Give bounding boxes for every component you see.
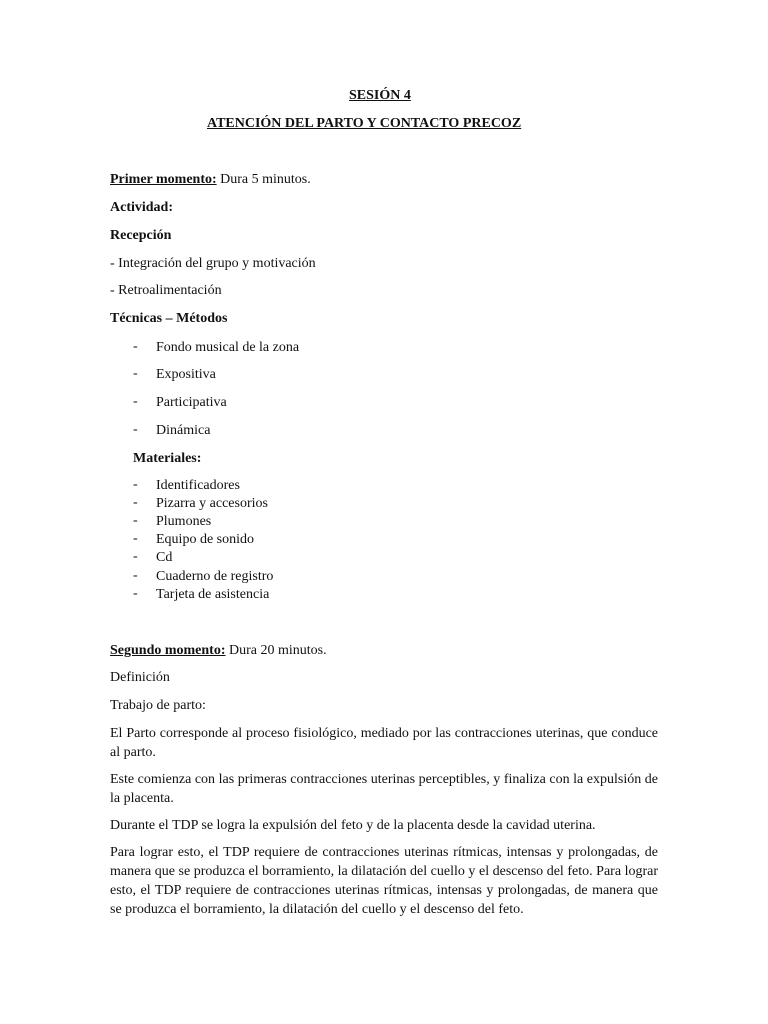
list-item: Dinámica	[156, 423, 211, 438]
list-bullet: -	[133, 339, 138, 354]
first-moment-label: Primer momento:	[110, 172, 217, 187]
first-moment-duration: Dura 5 minutos.	[216, 172, 311, 187]
list-bullet: -	[133, 531, 138, 546]
list-bullet: -	[133, 477, 138, 492]
reception-line-1: - Integración del grupo y motivación	[110, 256, 316, 271]
list-bullet: -	[133, 513, 138, 528]
page-title: ATENCIÓN DEL PARTO Y CONTACTO PRECOZ	[207, 116, 522, 131]
list-bullet: -	[133, 366, 138, 381]
reception-heading: Recepción	[110, 228, 172, 243]
paragraph: Este comienza con las primeras contracciones uterinas perceptibles, y finaliza con la expulsión de la placenta.	[110, 772, 658, 806]
list-item: Equipo de sonido	[156, 532, 254, 547]
paragraph: Durante el TDP se logra la expulsión del feto y de la placenta desde la cavidad uterina.	[110, 818, 596, 833]
materials-heading: Materiales:	[133, 451, 202, 466]
second-moment-line	[110, 642, 327, 660]
second-moment-duration: Dura 20 minutos.	[225, 643, 327, 658]
list-bullet: -	[133, 495, 138, 510]
list-item: Tarjeta de asistencia	[156, 587, 270, 602]
definition-label: Definición	[110, 670, 170, 685]
first-moment-line	[110, 171, 311, 189]
list-bullet: -	[133, 568, 138, 583]
second-moment-label: Segundo momento:	[110, 643, 226, 658]
list-item: Plumones	[156, 514, 212, 529]
paragraph: Para lograr esto, el TDP requiere de contracciones uterinas rítmicas, intensas y prolongadas, de manera que se produzca el borramiento, la dilatación del cuello y el descenso del feto. Para lograr esto, el TDP requiere de contracciones uterinas rítmicas, intensas y prolongadas, de manera que se produzca el borramiento, la dilatación del cuello y el descenso del feto.	[110, 845, 658, 917]
list-bullet: -	[133, 586, 138, 601]
list-bullet: -	[133, 394, 138, 409]
list-item: Pizarra y accesorios	[156, 496, 268, 511]
list-bullet: -	[133, 549, 138, 564]
paragraph: El Parto corresponde al proceso fisiológico, mediado por las contracciones uterinas, que conduce al parto.	[110, 726, 658, 760]
labor-label: Trabajo de parto:	[110, 698, 206, 713]
list-item: Identificadores	[156, 478, 240, 493]
list-item: Cd	[156, 550, 173, 565]
reception-line-2: - Retroalimentación	[110, 283, 222, 298]
activity-heading: Actividad:	[110, 200, 173, 215]
list-item: Cuaderno de registro	[156, 569, 274, 584]
list-item: Expositiva	[156, 367, 216, 382]
session-heading: SESIÓN 4	[349, 88, 411, 103]
list-bullet: -	[133, 422, 138, 437]
list-item: Fondo musical de la zona	[156, 340, 300, 355]
list-item: Participativa	[156, 395, 227, 410]
techniques-heading: Técnicas – Métodos	[110, 311, 228, 326]
